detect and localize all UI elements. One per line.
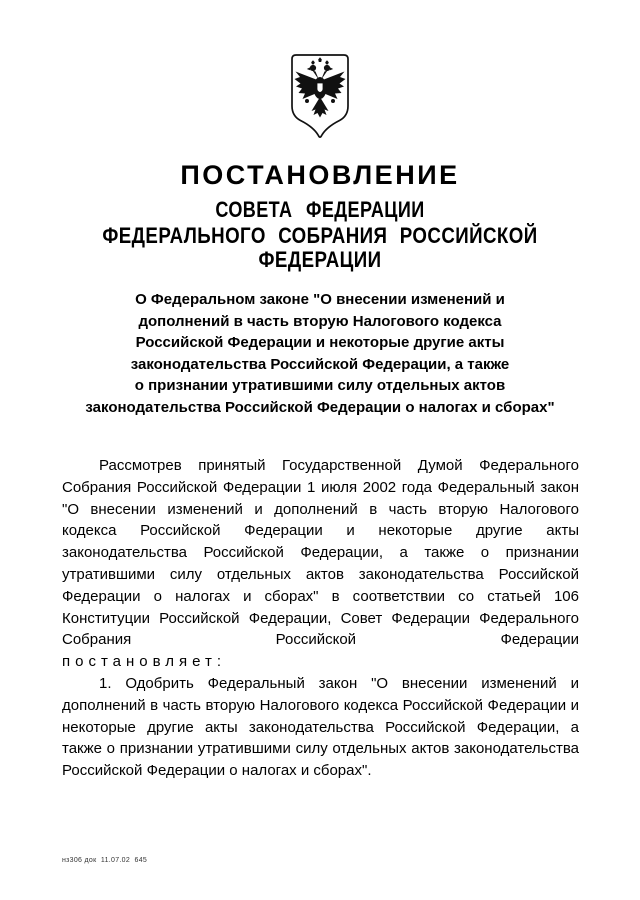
decree-word: постановляет: [62,653,227,671]
double-headed-eagle-icon [288,52,352,142]
resolution-item-1-text: 1. Одобрить Федеральный закон "О внесении изменений и дополнений в часть вторую Налогового кодекса Российской Федерации и некоторые другие акты законодательства Российской Федерации, а также о признании утратившими силу отдельных актов законодательства Российской Федерации о налогах и сборах". [62,674,579,780]
subject-line: законодательства Российской Федерации о налогах и сборах" [85,398,555,416]
document-body [62,455,579,782]
document-title-block [0,160,640,272]
subject-line: дополнений в часть вторую Налогового кодекса [138,312,502,330]
document-type-title: ПОСТАНОВЛЕНИЕ [180,160,460,190]
preamble-paragraph [62,455,579,673]
preamble-text: Рассмотрев принятый Государственной Думой Федерального Собрания Российской Федерации 1 июля 2002 года Федеральный закон "О внесении изменений и дополнений в часть вторую Налогового кодекса Российской Федерации и некоторые другие акты законодательства Российской Федерации, а также о признании утратившими силу отдельных актов законодательства Российской Федерации о налогах и сборах" в соответствии со статьей 106 Конституции Российской Федерации, Совет Федерации Федерального Собрания Российской Федерации [62,457,579,649]
subject-line: законодательства Российской Федерации, а также [130,355,510,373]
resolution-item-1 [62,673,579,782]
coat-of-arms [288,52,352,147]
footer-file-note: нз306 док 11.07.02 645 [62,857,148,864]
issuing-body-line2: ФЕДЕРАЛЬНОГО СОБРАНИЯ РОССИЙСКОЙ ФЕДЕРАЦИИ [102,223,538,272]
subject-heading [58,289,582,418]
subject-line: о признании утратившими силу отдельных актов [134,377,506,394]
subject-line: Российской Федерации и некоторые другие акты [135,334,505,351]
issuing-body-line1: СОВЕТА ФЕДЕРАЦИИ [215,197,425,222]
subject-line: О Федеральном законе "О внесении изменений и [135,291,505,308]
